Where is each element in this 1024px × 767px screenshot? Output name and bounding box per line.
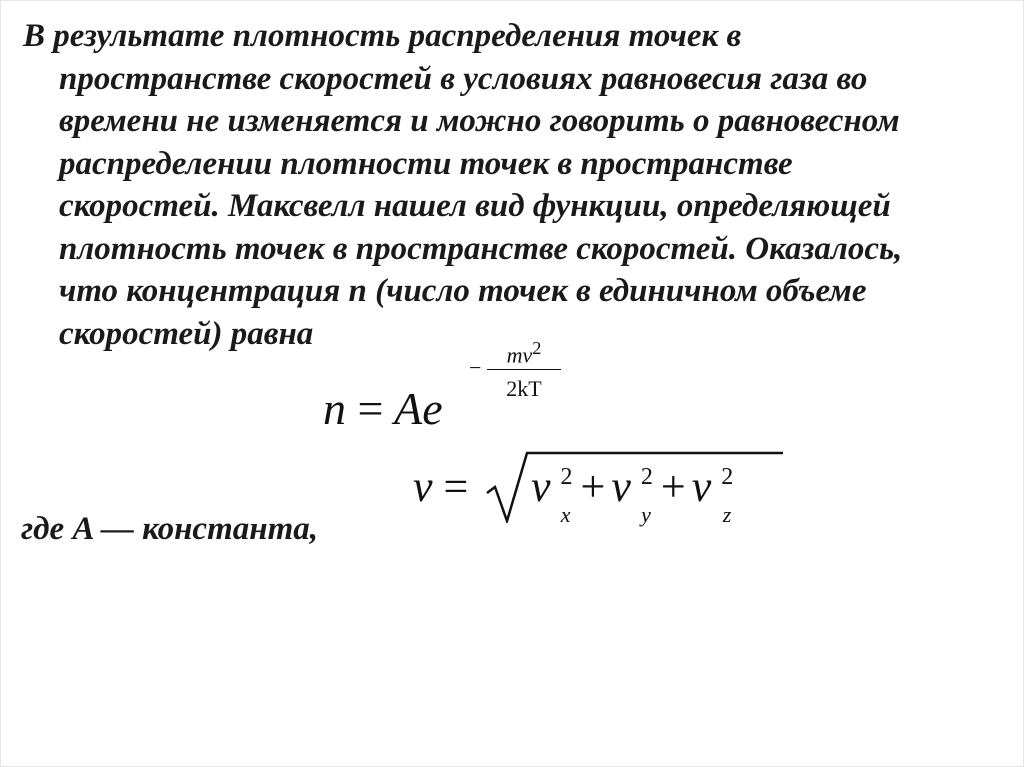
term-vy bbox=[611, 462, 655, 527]
body-paragraph bbox=[23, 15, 1013, 355]
term-power: 2 bbox=[640, 464, 653, 490]
term-subscript: x bbox=[560, 502, 571, 527]
exponent-sign: − bbox=[469, 355, 482, 380]
paragraph-line: плотность точек в пространстве скоростей. Оказалось, bbox=[59, 230, 903, 267]
maxwell-formula bbox=[323, 383, 443, 435]
term-subscript: y bbox=[641, 502, 651, 527]
numerator-text: mv bbox=[506, 342, 533, 368]
term-vz bbox=[691, 462, 736, 527]
term-base: v bbox=[611, 462, 631, 511]
term-vx bbox=[531, 462, 575, 527]
formula-equals-2: = bbox=[443, 462, 469, 511]
fraction-bar bbox=[487, 369, 561, 370]
paragraph-line: что концентрация n (число точек в единичном объеме bbox=[59, 273, 867, 309]
term-base: v bbox=[531, 462, 551, 511]
paragraph-line: скоростей) равна bbox=[59, 315, 314, 352]
plus-sign: + bbox=[580, 462, 606, 511]
plus-sign: + bbox=[660, 462, 686, 511]
formula-Ae: Ae bbox=[394, 383, 443, 434]
exponent-fraction bbox=[487, 331, 561, 406]
numerator-power: 2 bbox=[532, 338, 542, 358]
constant-note: где A — константа, bbox=[21, 511, 318, 547]
paragraph-line: В результате плотность распределения точек в bbox=[23, 18, 742, 54]
term-subscript: z bbox=[722, 502, 732, 527]
term-base: v bbox=[691, 462, 712, 511]
paragraph-line: времени не изменяется и можно говорить о равновесном bbox=[59, 103, 900, 139]
paragraph-line: пространстве скоростей в условиях равновесия газа во bbox=[59, 60, 868, 97]
paragraph-line: скоростей. Максвелл нашел вид функции, определяющей bbox=[59, 188, 891, 224]
formula-equals: = bbox=[357, 383, 384, 434]
formula-n: n bbox=[323, 383, 346, 434]
exponent-denominator: 2kT bbox=[506, 376, 542, 401]
formula-v: v bbox=[413, 462, 433, 511]
term-power: 2 bbox=[721, 464, 734, 490]
paragraph-line: распределении плотности точек в пространстве bbox=[59, 145, 793, 182]
speed-formula-lhs bbox=[413, 463, 468, 511]
speed-formula-radicand bbox=[531, 462, 735, 527]
term-power: 2 bbox=[560, 464, 573, 490]
exponent-numerator bbox=[487, 331, 561, 368]
